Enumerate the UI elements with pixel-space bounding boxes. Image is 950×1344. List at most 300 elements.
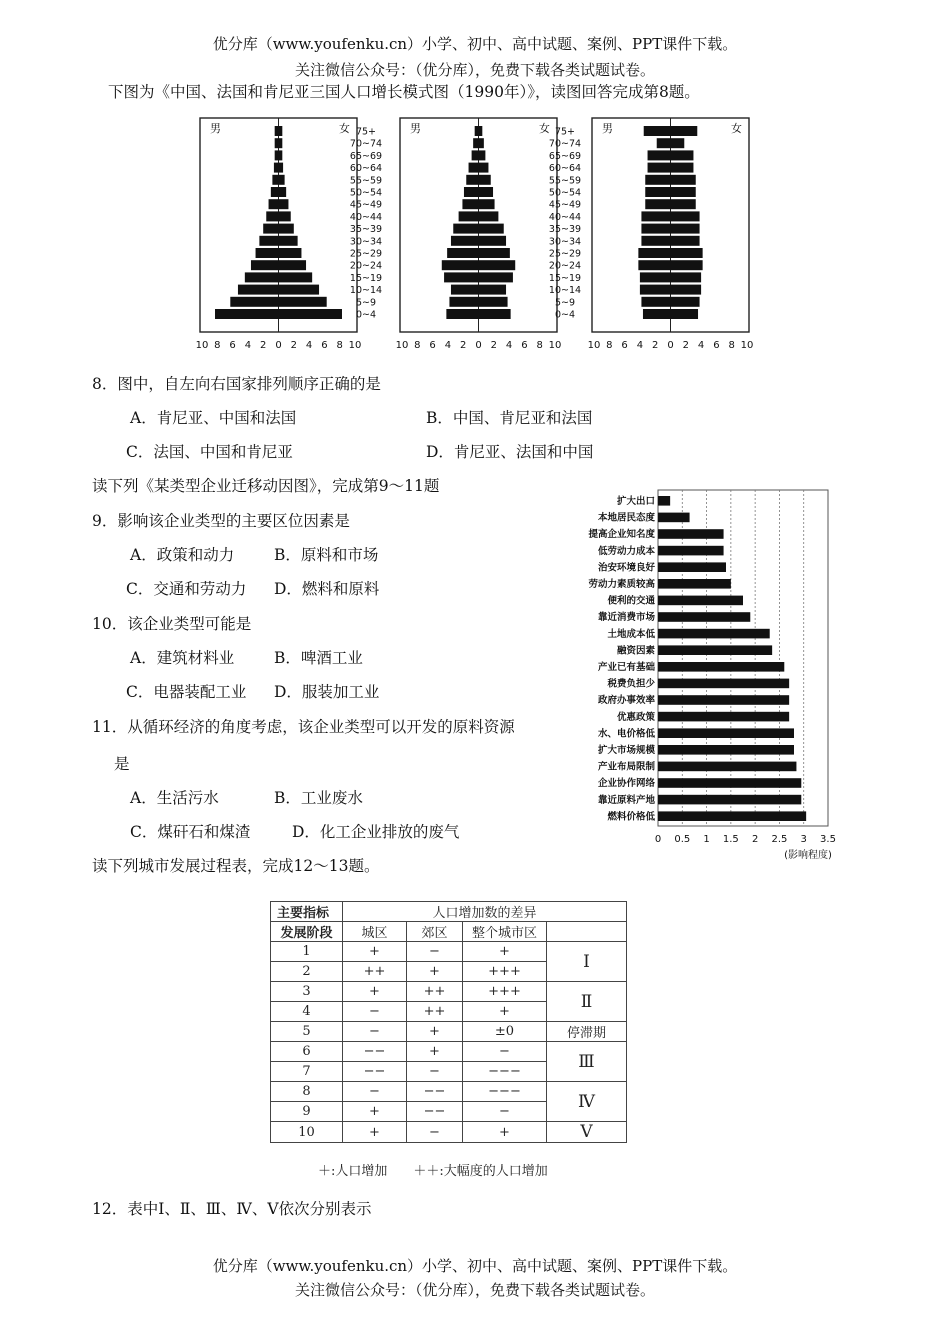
q11-stem: 11．从循环经济的角度考虑，该企业类型可以开发的原料资源 — [92, 718, 515, 736]
q10-option-a: A．建筑材料业 — [130, 649, 235, 667]
age-group-label: 15~19 — [548, 272, 582, 284]
age-group-label: 40~44 — [548, 211, 582, 223]
table-row — [271, 942, 627, 962]
x-tick-label: 4 — [697, 340, 705, 351]
header-whole-city: 整个城市区 — [463, 922, 547, 942]
x-tick-label: 1.5 — [722, 834, 739, 845]
category-label: 企业协作网络 — [597, 778, 655, 790]
header-suburb: 郊区 — [407, 922, 463, 942]
male-label: 男 — [602, 122, 613, 135]
pyramid-bar-male — [275, 138, 279, 148]
stage-number: 9 — [271, 1102, 343, 1122]
pyramid-bar-male — [238, 285, 279, 295]
q9-option-d: D．燃料和原料 — [274, 580, 380, 598]
age-group-label: 10~14 — [548, 285, 582, 297]
header-main-indicator: 主要指标 — [271, 902, 343, 922]
pyramid-bar-male — [272, 175, 278, 185]
city-value: + — [343, 1122, 407, 1143]
age-group-label: 35~39 — [349, 224, 383, 236]
pyramid-bar-male — [266, 211, 278, 221]
x-tick-label: 0 — [654, 834, 662, 845]
pyramid-bar-female — [279, 187, 287, 197]
q11-stem-cont: 是 — [114, 755, 130, 773]
q10-option-c: C．电器装配工业 — [126, 683, 247, 701]
pyramid-bar-male — [447, 248, 478, 258]
stage-number: 2 — [271, 962, 343, 982]
pyramid-bar-male — [230, 297, 278, 307]
age-group-label: 50~54 — [349, 187, 383, 199]
category-label: 扩大市场规模 — [597, 745, 655, 756]
pyramid-bar-female — [479, 211, 499, 221]
x-tick-label: 2 — [290, 340, 297, 351]
age-group-label: 55~59 — [548, 175, 582, 187]
pyramid-bar-female — [671, 297, 700, 307]
x-tick-label: 2 — [751, 834, 759, 845]
q10-option-b: B．啤酒工业 — [274, 649, 363, 667]
pyramid-bar-male — [251, 260, 279, 270]
bar — [658, 728, 794, 738]
phase-3: Ⅲ — [547, 1042, 627, 1082]
city-value: −− — [343, 1062, 407, 1082]
bar — [658, 795, 801, 805]
suburb-value: − — [407, 1062, 463, 1082]
age-group-label: 45~49 — [349, 199, 383, 211]
pyramid-bar-female — [279, 224, 294, 234]
bar — [658, 695, 789, 705]
header-population-diff: 人口增加数的差异 — [343, 902, 627, 922]
pyramid-bar-female — [479, 309, 511, 319]
pyramid-bar-male — [442, 260, 479, 270]
q11-option-b: B．工业废水 — [274, 789, 363, 807]
pyramid-bar-male — [453, 224, 478, 234]
q11-option-a: A．生活污水 — [130, 789, 219, 807]
pyramid-bar-male — [638, 260, 670, 270]
bar — [658, 596, 743, 606]
x-tick-label: 3.5 — [820, 834, 836, 845]
pyramid-bar-female — [479, 224, 504, 234]
suburb-value: ++ — [407, 982, 463, 1002]
x-tick-label: 10 — [548, 340, 562, 351]
suburb-value: + — [407, 1042, 463, 1062]
pyramid-bar-male — [245, 272, 279, 282]
x-tick-label: 4 — [444, 340, 452, 351]
x-tick-label: 10 — [395, 340, 409, 351]
bar — [658, 762, 796, 772]
q8-stem: 8．图中，自左向右国家排列顺序正确的是 — [92, 375, 381, 393]
pyramid-bar-female — [279, 163, 284, 173]
age-group-label: 40~44 — [349, 211, 383, 223]
q12-stem: 12．表中Ⅰ、Ⅱ、Ⅲ、Ⅳ、Ⅴ依次分别表示 — [92, 1200, 372, 1218]
x-tick-label: 2 — [260, 340, 267, 351]
pyramid-bar-female — [671, 211, 700, 221]
x-tick-label: 6 — [521, 340, 528, 351]
x-tick-label: 4 — [636, 340, 644, 351]
pyramid-bar-male — [640, 272, 671, 282]
age-group-label: 50~54 — [548, 187, 582, 199]
pyramid-bar-female — [279, 272, 313, 282]
pyramid-bar-male — [644, 126, 671, 136]
age-group-label: 70~74 — [349, 138, 383, 150]
age-group-label: 30~34 — [349, 236, 383, 248]
q9-option-c: C．交通和劳动力 — [126, 580, 247, 598]
age-group-label: 60~64 — [349, 163, 383, 175]
whole-value: +++ — [463, 982, 547, 1002]
pyramid-bar-female — [479, 297, 508, 307]
age-group-label: 60~64 — [548, 163, 582, 175]
pyramid-bar-female — [479, 248, 510, 258]
pyramid-bar-male — [256, 248, 279, 258]
whole-value: −−− — [463, 1062, 547, 1082]
age-group-label: 15~19 — [349, 272, 383, 284]
suburb-value: + — [407, 1022, 463, 1042]
header-line-2: 关注微信公众号：（优分库），免费下载各类试题试卷。 — [294, 61, 655, 79]
x-tick-label: 10 — [348, 340, 362, 351]
pyramid-bar-male — [648, 163, 671, 173]
pyramid-bar-female — [279, 309, 342, 319]
table-row — [271, 982, 627, 1002]
stage-number: 3 — [271, 982, 343, 1002]
pyramid-bar-male — [641, 224, 670, 234]
pyramid-bar-female — [279, 150, 283, 160]
x-tick-label: 4 — [505, 340, 513, 351]
city-value: − — [343, 1002, 407, 1022]
pyramid-bar-male — [657, 138, 671, 148]
bar — [658, 629, 770, 639]
x-tick-label: 0.5 — [674, 834, 691, 845]
city-value: − — [343, 1082, 407, 1102]
suburb-value: − — [407, 1122, 463, 1143]
pyramid-bar-female — [671, 175, 696, 185]
pyramid-bar-female — [479, 163, 489, 173]
header-stage: 发展阶段 — [271, 922, 343, 942]
pyramid-bar-male — [641, 236, 670, 246]
category-label: 便利的交通 — [607, 595, 655, 607]
x-tick-label: 0 — [667, 340, 674, 351]
stage-number: 8 — [271, 1082, 343, 1102]
pyramid-bar-female — [671, 309, 699, 319]
population-pyramids-figure — [192, 114, 772, 354]
q10-stem: 10．该企业类型可能是 — [92, 615, 252, 633]
city-value: −− — [343, 1042, 407, 1062]
bar — [658, 712, 789, 722]
suburb-value: + — [407, 962, 463, 982]
q11-option-c: C．煤矸石和煤渣 — [130, 823, 251, 841]
category-label: 提高企业知名度 — [588, 529, 655, 541]
pyramid-bar-female — [279, 211, 291, 221]
bar — [658, 546, 724, 556]
intro-city-table: 读下列城市发展过程表，完成12～13题。 — [92, 857, 380, 875]
pyramid-bar-male — [464, 187, 479, 197]
city-value: + — [343, 942, 407, 962]
bar — [658, 679, 789, 689]
x-tick-label: 3 — [800, 834, 807, 845]
header-line-1: 优分库（www.youfenku.cn）小学、初中、高中试题、案例、PPT课件下载。 — [212, 35, 738, 53]
suburb-value: −− — [407, 1082, 463, 1102]
pyramid-bar-female — [279, 248, 302, 258]
x-tick-label: 4 — [305, 340, 313, 351]
pyramid-bar-female — [479, 260, 516, 270]
age-group-label: 65~69 — [548, 150, 582, 162]
pyramid-bar-male — [271, 187, 279, 197]
pyramid-bar-female — [479, 272, 513, 282]
chart-frame — [658, 490, 828, 826]
x-tick-label: 8 — [336, 340, 343, 351]
q9-stem: 9．影响该企业类型的主要区位因素是 — [92, 512, 350, 530]
stage-number: 5 — [271, 1022, 343, 1042]
city-development-table — [270, 901, 627, 1143]
category-label: 低劳动力成本 — [597, 545, 655, 557]
footer-line-2: 关注微信公众号：（优分库），免费下载各类试题试卷。 — [294, 1281, 655, 1299]
pyramid-bar-male — [645, 187, 670, 197]
whole-value: + — [463, 1122, 547, 1143]
female-label: 女 — [539, 122, 550, 135]
stage-number: 4 — [271, 1002, 343, 1022]
bar — [658, 562, 726, 572]
x-tick-label: 6 — [321, 340, 328, 351]
pyramid-bar-male — [462, 199, 478, 209]
pyramid-bar-male — [645, 199, 670, 209]
whole-value: −−− — [463, 1082, 547, 1102]
x-axis-label: (影响程度) — [784, 850, 832, 861]
age-group-label: 30~34 — [548, 236, 582, 248]
pyramid-bar-female — [279, 285, 320, 295]
pyramid-bar-female — [279, 126, 283, 136]
stage-number: 10 — [271, 1122, 343, 1143]
x-tick-label: 6 — [621, 340, 628, 351]
category-label: 产业布局限制 — [597, 761, 655, 773]
whole-value: + — [463, 942, 547, 962]
female-label: 女 — [731, 122, 742, 135]
bar — [658, 645, 772, 655]
category-label: 燃料价格低 — [607, 811, 655, 823]
bar — [658, 529, 724, 539]
city-value: + — [343, 1102, 407, 1122]
category-label: 本地居民态度 — [597, 512, 655, 524]
category-label: 融资因素 — [616, 645, 655, 657]
pyramid-bar-male — [446, 309, 478, 319]
category-label: 政府办事效率 — [597, 695, 655, 707]
phase-4: Ⅳ — [547, 1082, 627, 1122]
x-tick-label: 2 — [652, 340, 659, 351]
bar — [658, 513, 690, 523]
pyramid-bar-female — [671, 187, 696, 197]
x-tick-label: 10 — [587, 340, 601, 351]
x-tick-label: 2.5 — [771, 834, 788, 845]
pyramid-bar-female — [479, 285, 507, 295]
pyramid-bar-female — [671, 163, 694, 173]
whole-value: ±0 — [463, 1022, 547, 1042]
phase-stagnation: 停滞期 — [547, 1022, 627, 1042]
pyramid-bar-female — [671, 260, 703, 270]
x-tick-label: 8 — [414, 340, 421, 351]
q10-option-d: D．服装加工业 — [274, 683, 380, 701]
x-tick-label: 0 — [275, 340, 282, 351]
category-label: 治安环境良好 — [597, 562, 655, 574]
x-tick-label: 2 — [460, 340, 467, 351]
suburb-value: − — [407, 942, 463, 962]
male-label: 男 — [210, 122, 221, 135]
pyramid-bar-male — [641, 211, 670, 221]
age-group-label: 65~69 — [349, 150, 383, 162]
x-tick-label: 4 — [244, 340, 252, 351]
phase-1: Ⅰ — [547, 942, 627, 982]
category-label: 优惠政策 — [616, 711, 655, 723]
pyramid-bar-female — [671, 199, 696, 209]
age-group-label: 55~59 — [349, 175, 383, 187]
pyramid-bar-male — [638, 248, 670, 258]
category-label: 产业已有基础 — [597, 662, 655, 673]
pyramid-bar-male — [475, 126, 479, 136]
pyramid-bar-male — [472, 150, 479, 160]
q9-option-a: A．政策和动力 — [130, 546, 235, 564]
bar — [658, 612, 750, 622]
pyramid-bar-male — [451, 236, 479, 246]
bar — [658, 662, 784, 672]
age-group-label: 20~24 — [548, 260, 582, 272]
category-label: 土地成本低 — [607, 628, 655, 640]
pyramid-bar-female — [279, 260, 307, 270]
pyramid-bar-female — [279, 138, 283, 148]
pyramid-bar-female — [479, 187, 494, 197]
pyramid-bar-female — [671, 285, 702, 295]
pyramid-bar-female — [671, 138, 685, 148]
category-label: 水、电价格低 — [597, 728, 655, 740]
x-tick-label: 0 — [475, 340, 482, 351]
pyramid-bar-female — [671, 272, 702, 282]
pyramid-bar-female — [479, 150, 486, 160]
x-tick-label: 6 — [229, 340, 236, 351]
header-city: 城区 — [343, 922, 407, 942]
pyramid-bar-male — [640, 285, 671, 295]
pyramid-bar-male — [444, 272, 478, 282]
age-group-label: 5~9 — [355, 297, 377, 309]
pyramid-bar-female — [479, 236, 507, 246]
q8-option-c: C．法国、中国和肯尼亚 — [126, 443, 293, 461]
male-label: 男 — [410, 122, 421, 135]
table-legend: ＋:人口增加 ＋＋:大幅度的人口增加 — [318, 1164, 548, 1179]
x-tick-label: 6 — [429, 340, 436, 351]
pyramid-bar-male — [645, 175, 670, 185]
table-row — [271, 1122, 627, 1143]
pyramid-bar-male — [643, 309, 671, 319]
intro-pyramids: 下图为《中国、法国和肯尼亚三国人口增长模式图（1990年）》，读图回答完成第8题。 — [108, 83, 700, 101]
phase-5: Ⅴ — [547, 1122, 627, 1143]
age-group-label: 75+ — [355, 126, 377, 138]
category-label: 靠近原料产地 — [597, 794, 655, 806]
age-group-label: 70~74 — [548, 138, 582, 150]
suburb-value: ++ — [407, 1002, 463, 1022]
q8-option-b: B．中国、肯尼亚和法国 — [426, 409, 593, 427]
pyramid-bar-female — [671, 126, 698, 136]
pyramid-bar-male — [259, 236, 278, 246]
pyramid-bar-female — [671, 236, 700, 246]
x-tick-label: 10 — [195, 340, 209, 351]
category-label: 扩大出口 — [616, 496, 655, 507]
bar — [658, 778, 801, 788]
pyramid-bar-female — [671, 224, 700, 234]
whole-value: − — [463, 1102, 547, 1122]
whole-value: − — [463, 1042, 547, 1062]
pyramid-bar-male — [274, 163, 279, 173]
pyramid-bar-female — [479, 175, 491, 185]
age-group-label: 45~49 — [548, 199, 582, 211]
female-label: 女 — [339, 122, 350, 135]
bar — [658, 811, 806, 821]
city-value: ++ — [343, 962, 407, 982]
pyramid-bar-female — [479, 126, 483, 136]
city-value: + — [343, 982, 407, 1002]
bar — [658, 745, 794, 755]
pyramid-bar-male — [275, 150, 279, 160]
pyramid-bar-female — [479, 199, 495, 209]
q9-option-b: B．原料和市场 — [274, 546, 379, 564]
pyramid-bar-female — [479, 138, 484, 148]
pyramid-bar-female — [671, 248, 703, 258]
category-label: 税费负担少 — [607, 678, 655, 690]
pyramid-bar-female — [279, 199, 289, 209]
pyramid-bar-male — [451, 285, 479, 295]
footer-line-1: 优分库（www.youfenku.cn）小学、初中、高中试题、案例、PPT课件下载。 — [212, 1257, 738, 1275]
q11-option-d: D．化工企业排放的废气 — [292, 823, 460, 841]
pyramid-bar-female — [279, 236, 298, 246]
age-group-label: 0~4 — [355, 309, 377, 321]
q8-option-d: D．肯尼亚、法国和中国 — [426, 443, 594, 461]
bar — [658, 579, 731, 589]
suburb-value: −− — [407, 1102, 463, 1122]
pyramid-bar-male — [466, 175, 478, 185]
stage-number: 7 — [271, 1062, 343, 1082]
pyramid-bar-male — [648, 150, 671, 160]
x-tick-label: 8 — [728, 340, 735, 351]
pyramid-bar-male — [459, 211, 479, 221]
pyramid-bar-male — [275, 126, 279, 136]
table-row — [271, 1022, 627, 1042]
stage-number: 1 — [271, 942, 343, 962]
city-value: − — [343, 1022, 407, 1042]
table-row — [271, 1082, 627, 1102]
whole-value: + — [463, 1002, 547, 1022]
x-tick-label: 8 — [536, 340, 543, 351]
bar — [658, 496, 670, 506]
age-group-label: 10~14 — [349, 285, 383, 297]
enterprise-relocation-chart — [578, 486, 848, 862]
pyramid-bar-male — [215, 309, 278, 319]
pyramid-bar-male — [269, 199, 279, 209]
x-tick-label: 8 — [606, 340, 613, 351]
age-group-label: 20~24 — [349, 260, 383, 272]
age-group-label: 35~39 — [548, 224, 582, 236]
pyramid-bar-male — [641, 297, 670, 307]
x-tick-label: 2 — [682, 340, 689, 351]
q8-option-a: A．肯尼亚、中国和法国 — [130, 409, 297, 427]
age-group-label: 75+ — [554, 126, 576, 138]
x-tick-label: 2 — [490, 340, 497, 351]
whole-value: +++ — [463, 962, 547, 982]
pyramid-bar-male — [263, 224, 278, 234]
pyramid-bar-male — [449, 297, 478, 307]
pyramid-bar-male — [469, 163, 479, 173]
pyramid-bar-female — [671, 150, 694, 160]
category-label: 劳动力素质较高 — [588, 579, 655, 590]
header-phase — [547, 922, 627, 942]
table-row — [271, 1042, 627, 1062]
age-group-label: 25~29 — [349, 248, 383, 260]
pyramid-bar-female — [279, 175, 285, 185]
age-group-label: 5~9 — [554, 297, 576, 309]
pyramid-bar-male — [473, 138, 478, 148]
x-tick-label: 1 — [703, 834, 710, 845]
stage-number: 6 — [271, 1042, 343, 1062]
